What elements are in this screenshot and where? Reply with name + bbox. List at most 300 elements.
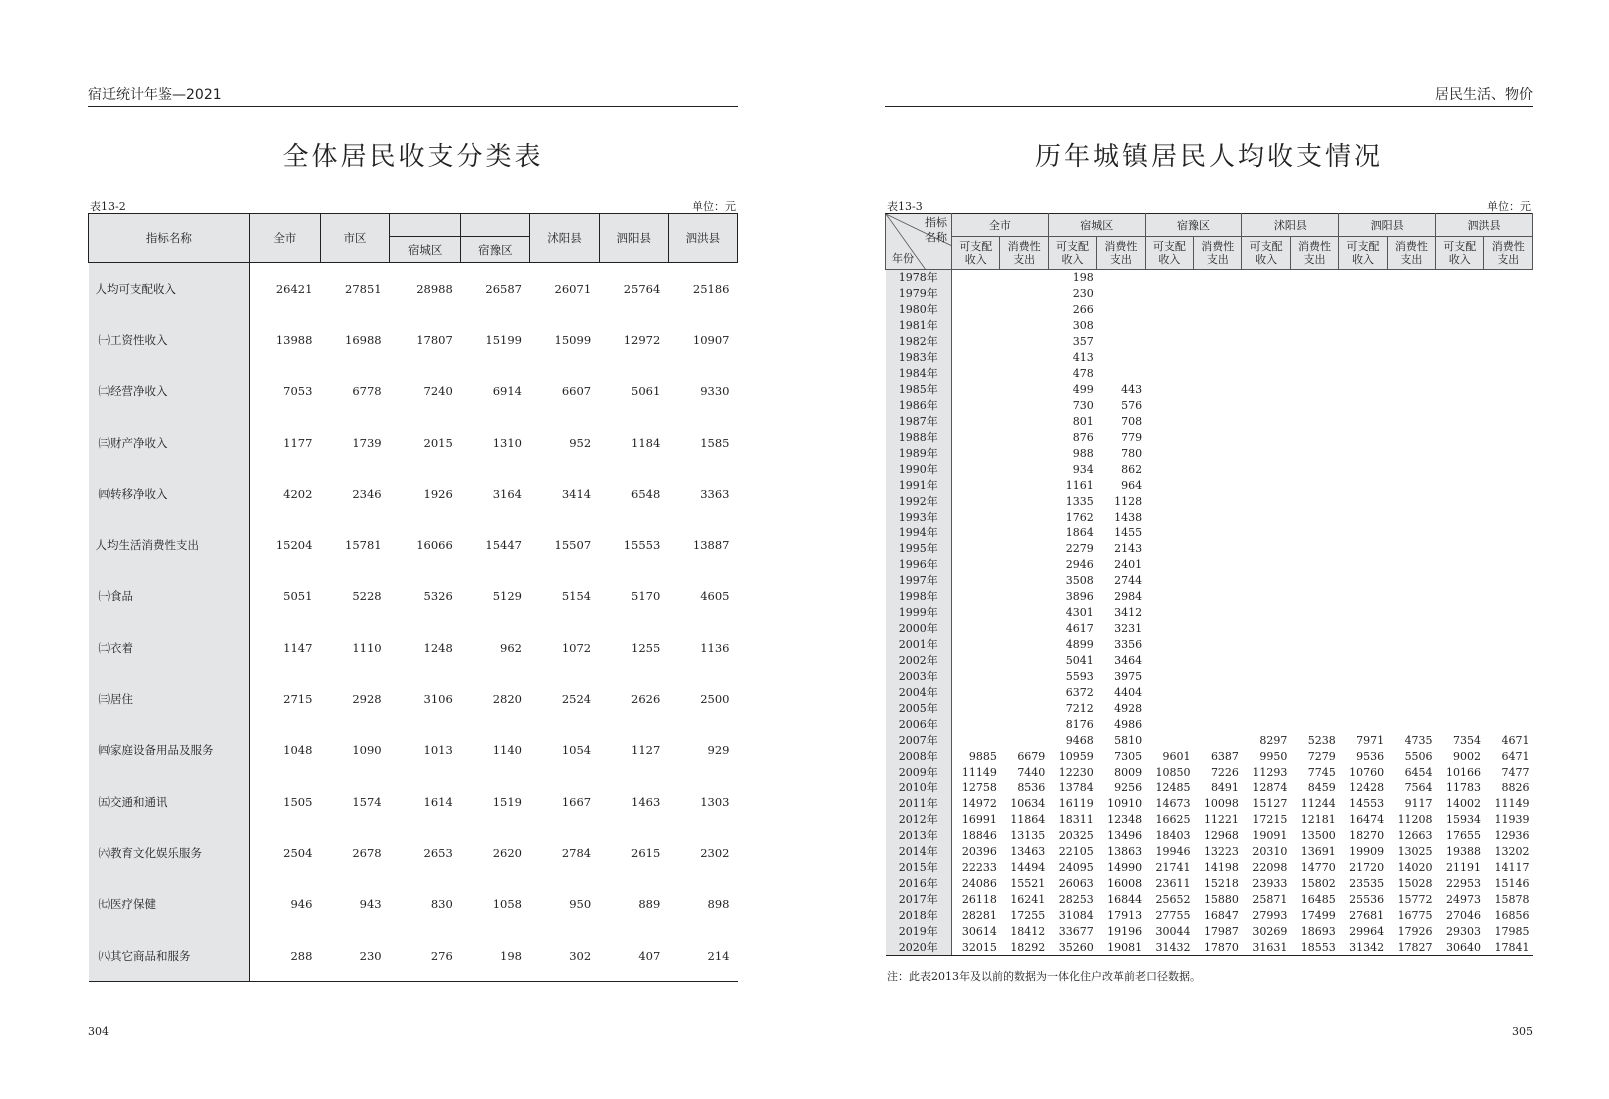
table-cell: 1864: [1065, 526, 1094, 540]
region-header: 沭阳县: [1242, 214, 1339, 237]
table-cell: [1290, 700, 1338, 716]
table-row: [886, 413, 1533, 429]
table-row: [89, 314, 738, 365]
table-cell: [1145, 668, 1193, 684]
corner-year-label: 年份: [892, 252, 914, 265]
table-cell: [952, 461, 1000, 477]
urban-yearly-rows: [886, 270, 1533, 956]
table-cell: 214: [668, 930, 737, 982]
table-cell: 6607: [561, 384, 592, 399]
table-cell: 28988: [390, 263, 461, 315]
table-cell: 4301: [1065, 606, 1094, 620]
table-cell: 23535: [1349, 877, 1385, 891]
table-cell: [952, 382, 1000, 398]
table-cell: 9601: [1162, 749, 1191, 763]
table-cell: 2143: [1114, 542, 1143, 556]
table-cell: 11221: [1203, 813, 1239, 827]
table-cell: 17870: [1194, 939, 1242, 955]
table-cell: 1048: [283, 743, 313, 758]
sub-header-income: [1242, 237, 1290, 270]
table-cell: [1242, 557, 1290, 573]
table-cell: 1585: [700, 435, 730, 450]
table-cell: [1194, 621, 1242, 637]
table-cell: 7279: [1307, 749, 1336, 763]
table-cell: [1387, 605, 1435, 621]
table-cell: 16775: [1397, 908, 1433, 922]
table-cell: 15204: [275, 538, 313, 553]
table-cell: 25652: [1155, 893, 1191, 907]
table-cell: [1290, 382, 1338, 398]
table-cell: 16241: [1010, 893, 1046, 907]
left-running-head-text: 宿迁统计年鉴—2021: [88, 87, 222, 103]
year-label: 1990年: [886, 461, 952, 477]
table-cell: [1000, 653, 1048, 669]
table-cell: 780: [1121, 446, 1143, 460]
table-cell: 10166: [1445, 765, 1481, 779]
table-cell: 962: [500, 640, 522, 655]
table-cell: 31084: [1058, 908, 1094, 922]
table-cell: [1000, 270, 1048, 286]
table-cell: 1762: [1065, 510, 1094, 524]
table-cell: [1145, 493, 1193, 509]
year-label: 2001年: [886, 637, 952, 653]
sub-header-line: 可支配: [1443, 240, 1477, 253]
table-cell: [1194, 477, 1242, 493]
table-cell: [952, 605, 1000, 621]
year-label: 2009年: [886, 764, 952, 780]
table-row: [886, 764, 1533, 780]
table-cell: [952, 684, 1000, 700]
corner-name-label: 名称: [925, 231, 947, 244]
table-cell: 17255: [1010, 908, 1046, 922]
table-cell: 2820: [492, 692, 522, 707]
table-cell: [1194, 684, 1242, 700]
table-cell: 10959: [1058, 749, 1094, 763]
table-cell: 1177: [283, 435, 313, 450]
table-cell: 988: [1072, 446, 1094, 460]
table-cell: 14494: [1010, 861, 1046, 875]
table-cell: 12428: [1349, 781, 1385, 795]
table-row: [89, 366, 738, 417]
year-label: 1997年: [886, 573, 952, 589]
table-cell: [1290, 637, 1338, 653]
table-cell: [1194, 382, 1242, 398]
table-cell: 3414: [561, 486, 592, 501]
table-cell: [1387, 589, 1435, 605]
table-cell: [1339, 461, 1387, 477]
table-cell: [952, 350, 1000, 366]
table-row: [886, 637, 1533, 653]
table-cell: 6778: [352, 384, 382, 399]
table-cell: 1058: [492, 897, 522, 912]
table-cell: 18292: [1000, 939, 1048, 955]
table-cell: [1097, 318, 1145, 334]
table-cell: 952: [569, 435, 592, 450]
table-cell: [1484, 493, 1533, 509]
table-cell: 28281: [961, 908, 997, 922]
table-cell: 27681: [1349, 908, 1385, 922]
table-cell: 266: [1072, 303, 1094, 317]
table-cell: 3231: [1114, 622, 1143, 636]
right-page: [885, 0, 1533, 1099]
table-cell: 15218: [1203, 877, 1239, 891]
table-cell: 2302: [700, 845, 730, 860]
table-cell: 27755: [1155, 908, 1191, 922]
table-cell: 929: [707, 743, 730, 758]
table-cell: 13988: [275, 332, 313, 347]
table-cell: 11244: [1300, 797, 1336, 811]
table-cell: [1000, 621, 1048, 637]
table-cell: [1339, 429, 1387, 445]
table-cell: [1387, 445, 1435, 461]
table-cell: 19196: [1107, 924, 1143, 938]
table-cell: 1140: [492, 743, 522, 758]
table-cell: 30269: [1252, 924, 1288, 938]
year-label: 1988年: [886, 429, 952, 445]
table-cell: [1145, 732, 1193, 748]
sub-header-line: 支出: [1400, 253, 1423, 266]
year-label: 2004年: [886, 684, 952, 700]
table-cell: [1387, 621, 1435, 637]
table-cell: 1463: [631, 794, 661, 809]
table-cell: 14673: [1155, 797, 1191, 811]
right-page-title: 历年城镇居民人均收支情况: [1034, 142, 1383, 172]
right-table-number: 表13-3: [887, 200, 923, 213]
year-label: 2003年: [886, 668, 952, 684]
table-cell: [1484, 286, 1533, 302]
table-cell: 18270: [1349, 829, 1385, 843]
table-cell: [1242, 589, 1290, 605]
table-cell: [1290, 334, 1338, 350]
table-cell: [1436, 557, 1484, 573]
table-cell: [1242, 461, 1290, 477]
table-cell: [1339, 334, 1387, 350]
year-label: 1981年: [886, 318, 952, 334]
sub-header-line: 收入: [964, 253, 987, 266]
table-cell: 308: [1072, 319, 1094, 333]
table-cell: [1145, 286, 1193, 302]
table-cell: 8459: [1307, 781, 1336, 795]
table-cell: 4928: [1114, 701, 1143, 715]
year-label: 1994年: [886, 525, 952, 541]
year-label: 1995年: [886, 541, 952, 557]
table-cell: 4899: [1065, 638, 1094, 652]
table-row: [886, 334, 1533, 350]
table-cell: 13496: [1107, 829, 1143, 843]
table-cell: [1436, 605, 1484, 621]
table-cell: [1000, 382, 1048, 398]
table-row: [886, 796, 1533, 812]
table-cell: 2946: [1065, 558, 1094, 572]
sub-header-line: 收入: [1061, 253, 1084, 266]
table-cell: [952, 334, 1000, 350]
table-cell: 4735: [1404, 733, 1433, 747]
table-cell: 7240: [423, 384, 453, 399]
table-cell: [1000, 732, 1048, 748]
year-label: 1989年: [886, 445, 952, 461]
table-row: [886, 828, 1533, 844]
table-cell: 943: [359, 897, 382, 912]
table-cell: [1242, 477, 1290, 493]
table-cell: 26063: [1058, 877, 1094, 891]
table-cell: 708: [1121, 414, 1143, 428]
table-cell: [1339, 700, 1387, 716]
table-cell: 4605: [700, 589, 730, 604]
table-cell: 9468: [1065, 733, 1094, 747]
table-cell: 19388: [1445, 845, 1481, 859]
table-cell: [1097, 334, 1145, 350]
table-row: [886, 684, 1533, 700]
table-row: [886, 700, 1533, 716]
table-cell: [1242, 668, 1290, 684]
table-cell: 15934: [1445, 813, 1481, 827]
table-cell: 33677: [1058, 924, 1094, 938]
table-cell: [1484, 398, 1533, 414]
table-cell: 12663: [1397, 829, 1433, 843]
table-cell: [1290, 541, 1338, 557]
table-cell: 6548: [631, 486, 661, 501]
table-cell: [1000, 557, 1048, 573]
table-cell: 16856: [1494, 908, 1530, 922]
table-cell: [1000, 445, 1048, 461]
table-cell: 16066: [416, 538, 453, 553]
table-row: [886, 716, 1533, 732]
table-cell: 27993: [1252, 908, 1288, 922]
table-cell: [1339, 382, 1387, 398]
table-cell: [1000, 398, 1048, 414]
table-row: [886, 812, 1533, 828]
sub-header-expense: [1000, 237, 1048, 270]
table-cell: 17987: [1203, 924, 1239, 938]
table-cell: 20310: [1252, 845, 1288, 859]
table-row: [89, 468, 738, 519]
table-cell: 20396: [961, 845, 997, 859]
table-cell: 876: [1072, 430, 1094, 444]
table-cell: 230: [1072, 287, 1094, 301]
table-cell: [1194, 716, 1242, 732]
header-indicator: 指标名称: [89, 214, 250, 263]
table-cell: 10910: [1107, 797, 1143, 811]
table-cell: [1484, 621, 1533, 637]
table-cell: 1184: [631, 435, 661, 450]
table-row: [886, 429, 1533, 445]
table-cell: [1484, 716, 1533, 732]
table-cell: 730: [1072, 398, 1094, 412]
table-cell: [1339, 445, 1387, 461]
table-cell: [1484, 700, 1533, 716]
table-cell: 26587: [461, 263, 530, 315]
table-cell: [1242, 318, 1290, 334]
table-cell: 2620: [492, 845, 522, 860]
table-cell: 12181: [1300, 813, 1336, 827]
table-cell: 3975: [1114, 669, 1143, 683]
table-cell: [1097, 286, 1145, 302]
table-cell: [952, 493, 1000, 509]
table-cell: [1000, 334, 1048, 350]
table-cell: 18693: [1300, 924, 1336, 938]
table-row: [886, 509, 1533, 525]
table-cell: [1436, 318, 1484, 334]
table-cell: 1255: [631, 640, 661, 655]
table-cell: 29964: [1349, 924, 1385, 938]
table-cell: 1438: [1114, 510, 1143, 524]
table-cell: 2615: [631, 845, 661, 860]
table-cell: 20325: [1058, 829, 1094, 843]
table-cell: [952, 653, 1000, 669]
year-label: 1979年: [886, 286, 952, 302]
table-cell: [1145, 684, 1193, 700]
row-label: ㈣转移净收入: [89, 468, 250, 519]
table-cell: 4404: [1114, 685, 1143, 699]
table-cell: [1436, 668, 1484, 684]
table-cell: [1242, 398, 1290, 414]
table-cell: 7226: [1210, 765, 1239, 779]
table-cell: [1387, 653, 1435, 669]
table-row: [886, 653, 1533, 669]
table-cell: [1194, 541, 1242, 557]
table-cell: [952, 525, 1000, 541]
table-cell: [1000, 589, 1048, 605]
table-cell: 14002: [1445, 797, 1481, 811]
table-cell: 1303: [700, 794, 730, 809]
table-cell: 15772: [1397, 893, 1433, 907]
table-cell: [1145, 398, 1193, 414]
table-row: [886, 923, 1533, 939]
table-cell: [1000, 350, 1048, 366]
table-cell: [952, 445, 1000, 461]
header-spacer-2: [461, 214, 530, 237]
table-cell: 12936: [1494, 829, 1530, 843]
table-cell: 30044: [1155, 924, 1191, 938]
table-cell: [1290, 318, 1338, 334]
table-cell: [1290, 716, 1338, 732]
table-cell: 17215: [1252, 813, 1288, 827]
table-cell: 1926: [423, 486, 453, 501]
table-cell: 11149: [961, 765, 997, 779]
table-row: [89, 930, 738, 982]
sub-header-line: 收入: [1158, 253, 1181, 266]
table-cell: [1194, 366, 1242, 382]
table-cell: 7440: [1017, 765, 1046, 779]
table-cell: 23611: [1155, 877, 1191, 891]
table-cell: 2984: [1114, 590, 1143, 604]
table-cell: [1387, 668, 1435, 684]
table-cell: 2744: [1114, 574, 1143, 588]
table-cell: [1194, 605, 1242, 621]
table-cell: [1242, 286, 1290, 302]
table-cell: [1194, 398, 1242, 414]
table-cell: [1484, 445, 1533, 461]
year-label: 1982年: [886, 334, 952, 350]
table-cell: 14553: [1349, 797, 1385, 811]
table-cell: [1290, 621, 1338, 637]
table-cell: 17807: [416, 332, 453, 347]
table-cell: 2346: [352, 486, 382, 501]
table-cell: [1145, 700, 1193, 716]
table-cell: [1194, 653, 1242, 669]
sub-header-income: [1339, 237, 1387, 270]
table-cell: [1339, 398, 1387, 414]
table-row: [886, 525, 1533, 541]
table-cell: [952, 398, 1000, 414]
table-cell: 1248: [423, 640, 453, 655]
table-cell: [1484, 589, 1533, 605]
table-cell: 1127: [631, 743, 661, 758]
year-label: 2013年: [886, 828, 952, 844]
table-cell: [1484, 302, 1533, 318]
table-cell: [1484, 382, 1533, 398]
corner-header: [886, 214, 952, 270]
year-label: 1998年: [886, 589, 952, 605]
row-label: ㈣家庭设备用品及服务: [89, 725, 250, 776]
table-cell: [1194, 413, 1242, 429]
table-cell: [952, 477, 1000, 493]
table-cell: [1290, 398, 1338, 414]
table-cell: 6914: [492, 384, 522, 399]
table-cell: [1194, 350, 1242, 366]
table-cell: 1310: [492, 435, 522, 450]
table-cell: 964: [1121, 478, 1143, 492]
table-cell: [1000, 286, 1048, 302]
table-cell: 7477: [1501, 765, 1530, 779]
table-cell: 30640: [1436, 939, 1484, 955]
table-cell: 5051: [283, 589, 313, 604]
year-label: 2017年: [886, 892, 952, 908]
table-cell: 32015: [952, 939, 1000, 955]
table-cell: [1436, 350, 1484, 366]
table-cell: [1242, 621, 1290, 637]
table-cell: 1161: [1065, 478, 1094, 492]
table-row: [89, 519, 738, 570]
sub-header-line: 支出: [1206, 253, 1229, 266]
right-running-head-text: 居民生活、物价: [1435, 87, 1533, 103]
table-cell: 2015: [423, 435, 453, 450]
table-cell: 9256: [1114, 781, 1143, 795]
table-cell: [1242, 541, 1290, 557]
table-cell: [1194, 525, 1242, 541]
row-label: ㈥教育文化娱乐服务: [89, 827, 250, 878]
table-cell: [1387, 302, 1435, 318]
table-cell: [1194, 445, 1242, 461]
table-cell: [1387, 637, 1435, 653]
sub-header-line: 消费性: [1298, 240, 1332, 253]
table-cell: [1097, 270, 1145, 286]
table-cell: [952, 732, 1000, 748]
table-cell: [1290, 270, 1338, 286]
table-cell: [1387, 429, 1435, 445]
table-cell: [952, 573, 1000, 589]
table-cell: 8009: [1114, 765, 1143, 779]
table-cell: [1145, 653, 1193, 669]
table-cell: [952, 429, 1000, 445]
table-cell: [1242, 605, 1290, 621]
year-label: 2011年: [886, 796, 952, 812]
table-cell: [1484, 477, 1533, 493]
table-cell: 16119: [1058, 797, 1094, 811]
table-cell: 2784: [561, 845, 592, 860]
table-cell: [1194, 429, 1242, 445]
table-cell: 21191: [1445, 861, 1481, 875]
table-cell: 24095: [1058, 861, 1094, 875]
table-cell: [1387, 334, 1435, 350]
year-label: 1996年: [886, 557, 952, 573]
left-page-title: 全体居民收支分类表: [282, 142, 544, 172]
year-label: 2006年: [886, 716, 952, 732]
right-running-head: [885, 86, 1533, 107]
table-cell: [1145, 302, 1193, 318]
sub-header-income: [952, 237, 1000, 270]
table-cell: 17913: [1107, 908, 1143, 922]
